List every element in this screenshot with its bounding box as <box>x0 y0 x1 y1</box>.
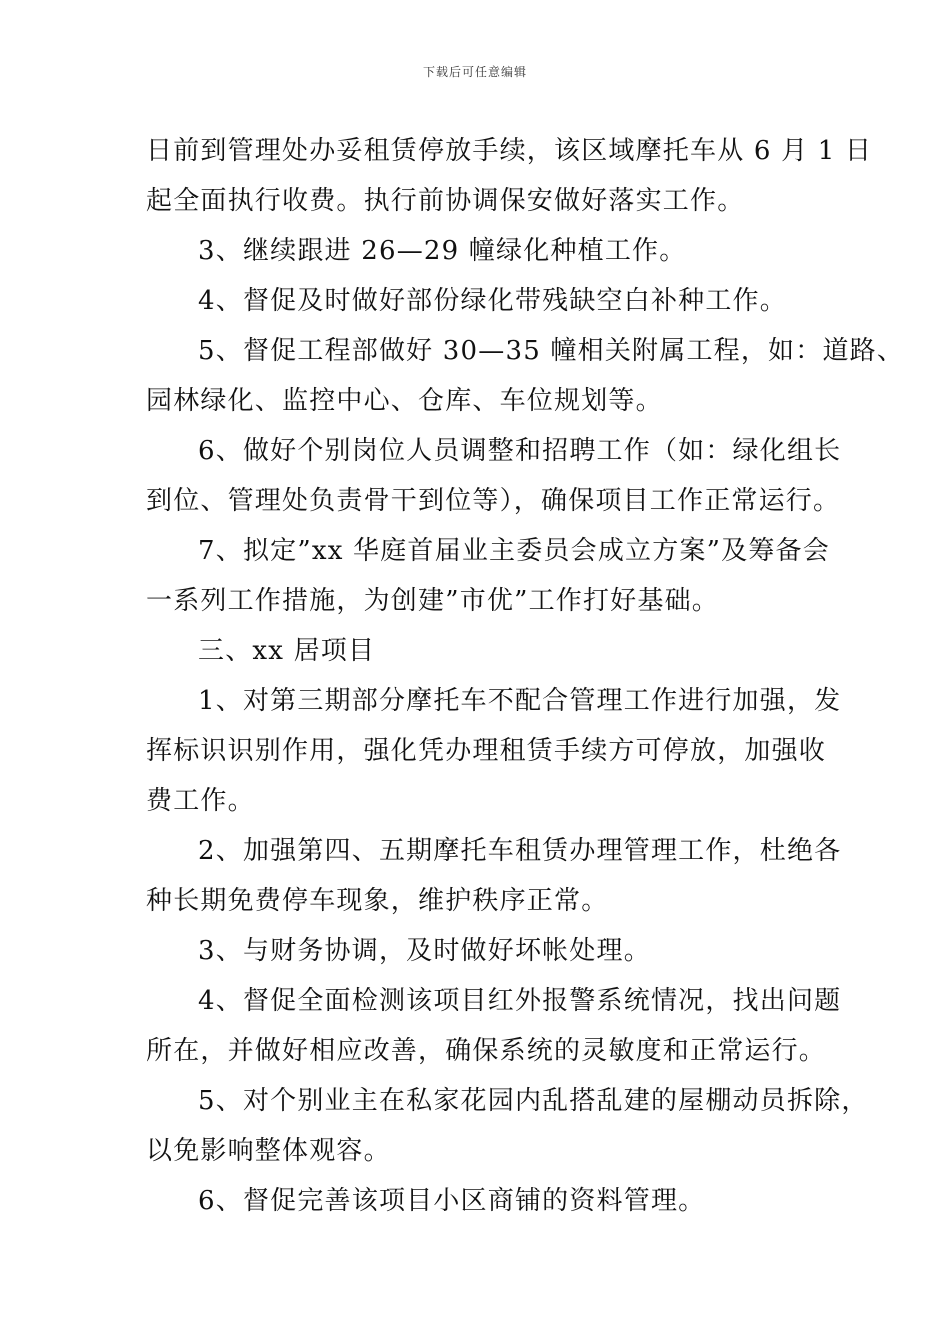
list-item-5b: 5、对个别业主在私家花园内乱搭乱建的屋棚动员拆除， <box>198 1086 869 1116</box>
list-item-4b: 4、督促全面检测该项目红外报警系统情况，找出问题 <box>198 986 842 1016</box>
list-item-3b: 3、与财务协调，及时做好坏帐处理。 <box>198 936 651 966</box>
document-body <box>146 126 905 1226</box>
text-line: 以免影响整体观容。 <box>146 1136 391 1166</box>
section-heading: 三、xx 居项目 <box>198 636 376 666</box>
text-line: 起全面执行收费。执行前协调保安做好落实工作。 <box>146 186 745 216</box>
text-line: 所在，并做好相应改善，确保系统的灵敏度和正常运行。 <box>146 1036 827 1066</box>
list-item-3: 3、继续跟进 26—29 幢绿化种植工作。 <box>198 236 687 266</box>
text-line: 种长期免费停车现象，维护秩序正常。 <box>146 886 609 916</box>
list-item-4: 4、督促及时做好部份绿化带残缺空白补种工作。 <box>198 286 787 316</box>
text-line: 园林绿化、监控中心、仓库、车位规划等。 <box>146 386 663 416</box>
text-line: 一系列工作措施，为创建”市优”工作打好基础。 <box>146 586 719 616</box>
list-item-2: 2、加强第四、五期摩托车租赁办理管理工作，杜绝各 <box>198 836 842 866</box>
list-item-5: 5、督促工程部做好 30—35 幢相关附属工程，如：道路、 <box>198 336 905 366</box>
list-item-7: 7、拟定”xx 华庭首届业主委员会成立方案”及筹备会 <box>198 536 830 566</box>
page-header: 下载后可任意编辑 <box>422 65 527 79</box>
text-line: 到位、管理处负责骨干到位等），确保项目工作正常运行。 <box>146 486 841 516</box>
text-line: 日前到管理处办妥租赁停放手续，该区域摩托车从 6 月 1 日 <box>146 136 873 166</box>
text-line: 费工作。 <box>146 786 255 816</box>
text-line: 挥标识识别作用，强化凭办理租赁手续方可停放，加强收 <box>146 736 827 766</box>
list-item-1: 1、对第三期部分摩托车不配合管理工作进行加强，发 <box>198 686 842 716</box>
list-item-6: 6、做好个别岗位人员调整和招聘工作（如：绿化组长 <box>198 436 842 466</box>
list-item-6b: 6、督促完善该项目小区商铺的资料管理。 <box>198 1186 706 1216</box>
